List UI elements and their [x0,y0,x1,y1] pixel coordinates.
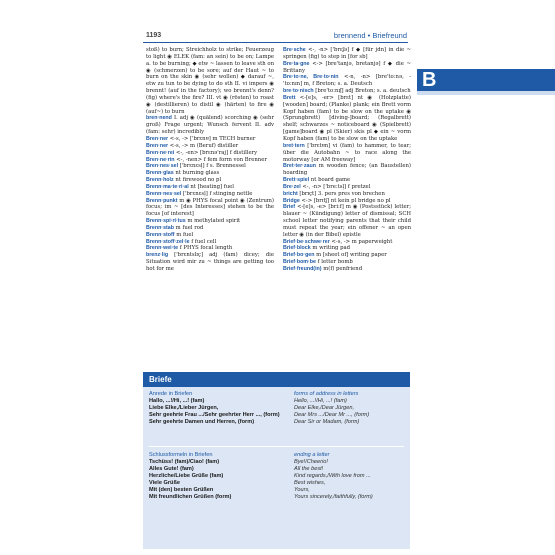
phrase-english: Kind regards,/With love from ... [294,473,371,479]
phrase-row [149,459,404,466]
phrase-german: Alles Gute! (fam) [149,466,194,472]
dictionary-entry [283,143,411,164]
dictionary-entry [146,143,274,150]
phrase-row [149,473,404,480]
entry-headword: Bre·to·ne, Bre·to·nin [283,74,339,81]
dictionary-entry [283,163,411,177]
phrase-german: Herzliche/Liebe Grüße (fam) [149,473,224,479]
entry-text: <-> [brɪtʃ] nt kein pl bridge no pl [301,197,391,204]
entry-headword: Bren·ne·rei [146,149,175,156]
dictionary-entry [146,115,274,136]
entry-text: nt board game [310,177,351,184]
entry-text: <-[e]s, -er> [brɛt] nt ◉ (Holzplatte) [wooden] board; (Planke) plank; ein Brett vorm Kopf haben (fam) to be slow on the uptake ◉ (Sprungbrett) [diving-]board; (Regalbrett) shelf; schwarzes ~ noticeboard ◉ (Spielbrett) [game]board ◉ pl (Skier) skis pl ◆ ein ~ vorm Kopf haben (fam) to be slow on the uptake [283,94,411,142]
info-box [143,372,410,549]
entry-text: <-, -en> [brɛnə'raj] f distillery [175,149,258,156]
entry-headword: bren·nend [146,115,172,122]
entry-text: f letter bomb [317,259,353,266]
entry-text: <-, -n> ['brɛʃə] f ◆ [für jdn] in die ~ springen (fig) to step in [for sb] [283,47,412,60]
dictionary-entry [283,47,411,61]
entry-text: <-s, -> m paperweight [331,238,393,245]
entry-headword: Bret·ter·zaun [283,163,316,170]
phrase-english: Best wishes, [294,480,326,486]
heading-german: Anrede in Briefen [149,391,193,397]
entry-headword: Brenn·stoff·zel·le [146,238,190,245]
entry-text: nt [heating] fuel [190,183,234,190]
entry-text: ['brɛnɛsl̩] f s. Brennessel [179,163,246,170]
entry-text: m methylated spirit [187,218,241,225]
dictionary-entry [283,259,411,266]
entry-text: <-n, -n> [bre'to:nə, -'to:nɪn] m, f Breton; s. a. Deutsch [283,74,411,88]
box-section-address [149,391,404,426]
entry-headword: Brenn·ma·te·ri·al [146,183,189,190]
entry-headword: Brenn·stab [146,224,174,231]
info-box-title: Briefe [143,372,410,387]
phrase-row [149,419,404,426]
dictionary-entry [146,198,274,219]
phrase-english: Hello, ...!/Hi, ...! (fam) [294,398,347,404]
box-divider [149,446,404,447]
dictionary-entry [146,136,274,143]
dictionary-entry [283,191,411,198]
entry-text: <-s, -> m (Beruf) distiller [169,142,239,149]
dictionary-entry [146,218,274,225]
phrase-row [149,412,404,419]
dictionary-entry [283,177,411,184]
dictionary-entry [283,239,411,246]
entry-headword: Brett·spiel [283,177,310,184]
dictionary-entry [283,204,411,238]
heading-german: Schlussformeln in Briefen [149,452,213,458]
dictionary-entry [146,170,274,177]
entry-headword: Bre·sche [283,47,306,53]
heading-english: forms of address in letters [294,391,359,397]
entry-headword: bret·tern [283,142,305,149]
entry-text: <-, -nen> f fem form von Brenner [176,156,267,163]
entry-text: ['brɛntslɪç] adj (fam) dicey; die Situation wird mir zu ~ things are getting too hot for me [146,252,274,272]
phrase-german: Mit freundlichen Grüßen (form) [149,494,232,500]
page-number: 1193 [146,32,162,39]
right-column [283,47,411,273]
entry-text: [brɪçt] 3. pers pres von brechen [299,190,385,197]
entry-text: m fuel [176,231,194,238]
phrase-german: Sehr geehrte Damen und Herren, (form) [149,419,255,425]
entry-headword: Brief·be·schwe·rer [283,238,330,245]
entry-headword: Brenn·wei·te [146,245,179,252]
phrase-english: Bye!/Cheerio! [294,459,328,465]
dictionary-entry [146,225,274,232]
left-column [146,47,274,273]
entry-headword: Brief·freund(in) [283,266,322,272]
entry-text: <-> [bre'tanjə, bretanjə] f ◆ die ~ Brittany [283,60,411,74]
entry-text: m(f) penfriend [323,266,363,272]
entry-text: ['brɛnɛsl̩] f stinging nettle [183,190,253,197]
entry-text: <-[e]s, -e> [bri:f] m ◉ (Postsstück) letter; blauer ~ (Kündigung) letter of dismissal; SCH school letter notifying parents that their child must repeat the year; ein offener ~ an open letter ◉ (in der Bibel) epistle [283,204,411,238]
entry-headword: Brief·bo·gen [283,252,315,259]
entry-headword: Brenn·spi·ri·tus [146,218,186,225]
dictionary-entry [283,266,411,273]
phrase-english: Dear Elke,/Dear Jürgen, [294,405,355,411]
dictionary-entry [283,184,411,191]
entry-text: <-s, -> ['brɛnɐ] m TECH burner [169,135,256,142]
entry-headword: Brett [283,94,296,101]
dictionary-entry [283,61,411,75]
dictionary-entry [146,163,274,170]
box-section-closing [149,452,404,501]
entry-text: f PHYS focal length [179,245,233,252]
phrase-english: Dear Sir or Madam, (form) [294,419,360,425]
entry-text: m [sheet of] writing paper [316,252,387,259]
entry-headword: brenz·lig [146,252,169,259]
dictionary-entry [146,150,274,157]
entry-text: m writing pad [312,245,351,252]
phrase-row [149,480,404,487]
entry-headword: Bren·ner [146,135,169,142]
entry-headword: Bre·zel [283,183,301,190]
entry-text: m ◉ PHYS focal point ◉ (Zentrum) focus; im ~ [des Interesses] stehen to be the focus [of interest] [146,197,275,218]
entry-headword: Brenn·stoff [146,231,175,238]
box-section-heading [149,452,404,459]
entry-headword: Brenn·holz [146,177,174,184]
box-section-heading [149,391,404,398]
phrase-english: Yours, [294,487,310,493]
heading-english: ending a letter [294,452,330,458]
entry-text: m fuel rod [175,224,204,231]
phrase-row [149,494,404,501]
entry-headword: Brief [283,204,296,211]
phrase-row [149,398,404,405]
entry-text: f fuel cell [191,238,217,245]
phrase-german: Liebe Elke,/Lieber Jürgen, [149,405,219,411]
phrase-row [149,487,404,494]
dictionary-entry [283,74,411,88]
entry-headword: Bren·ne·rin [146,156,175,163]
thumb-index-shadow [417,91,555,95]
dictionary-entry [146,191,274,198]
entry-headword: Bridge [283,197,300,204]
phrase-german: Sehr geehrte Frau .../Sehr geehrter Herr ..., (form) [149,412,280,418]
entry-text: nt firewood no pl [175,177,222,184]
entry-text: nt burning glass [175,170,220,177]
entry-headword: bricht [283,190,298,197]
dictionary-entry [146,239,274,246]
entry-text: <-, -n> ['bre:tsl̩] f pretzel [302,183,371,190]
entry-text: stoß) to burn; Streichholz to strike; Feuerzeug to light ◉ ELEK (fam: an sein) to be on; Lampe a. to be burning; ◆ etw ~ lassen to leave sth on ◉ (schmerzen) to be sore; auf der Haut ~ to burn on the skin ◉ (sehr wollen) ◆ darauf ~, etw zu tun to be dying to do sth II. vi impers ◉ brennt! (auf in the factory); wo brennt's denn? (fig) where's the fire? III. vt ◉ (rösten) to roast ◉ (destillieren) to distil ◉ (härten) to fire ◉ (auf~) to burn [146,47,274,115]
entry-text: I. adj ◉ (quälend) scorching ◉ (sehr groß) Frage urgent; Wunsch fervent II. adv (fam: sehr) incredibly [146,115,274,136]
dictionary-entry [146,47,274,115]
thumb-index-tab: B [417,69,555,91]
dictionary-entry [283,252,411,259]
entry-headword: Bre·ta·gne [283,60,310,67]
phrase-german: Hallo, ...!/Hi, ...! (fam) [149,398,205,404]
entry-headword: Brenn·glas [146,170,174,177]
dictionary-entry [283,95,411,143]
dictionary-entry [283,245,411,252]
entry-headword: Brief·bom·be [283,259,316,266]
entry-headword: Brenn·punkt [146,197,178,204]
entry-headword: Brenn·nes·sel [146,190,182,197]
entry-headword: Bren·nes·sel [146,163,179,170]
entry-headword: Bren·ner [146,142,169,149]
phrase-german: Tschüss! (fam)/Ciao! (fam) [149,459,220,465]
phrase-english: Dear Mrs .../Dear Mr ..., (form) [294,412,370,418]
dictionary-entry [146,177,274,184]
entry-headword: Brief·block [283,245,311,252]
dictionary-entry [146,157,274,164]
phrase-german: Mit (den) besten Grüßen [149,487,214,493]
phrase-row [149,405,404,412]
phrase-english: Yours sincerely,/faithfully, (form) [294,494,373,500]
phrase-english: All the best! [294,466,324,472]
entry-text: m wooden fence; (an Baustellen) hoarding [283,163,411,177]
dictionary-entry [146,184,274,191]
phrase-row [149,466,404,473]
dictionary-entry [146,232,274,239]
header-rule [143,42,408,43]
entry-text: [bre'to:nɪʃ] adj Breton; s. a. deutsch [315,88,411,95]
dictionary-entry [283,88,411,95]
entry-text: ['brɛtɐn] vi (fam) to hammer, to tear; über die Autobahn ~ to race along the motorway [or AM freeway] [283,142,411,163]
phrase-german: Viele Grüße [149,480,180,486]
running-head: brennend • Briefreund [333,31,407,40]
dictionary-entry [146,252,274,273]
entry-headword: bre·to·nisch [283,88,314,95]
